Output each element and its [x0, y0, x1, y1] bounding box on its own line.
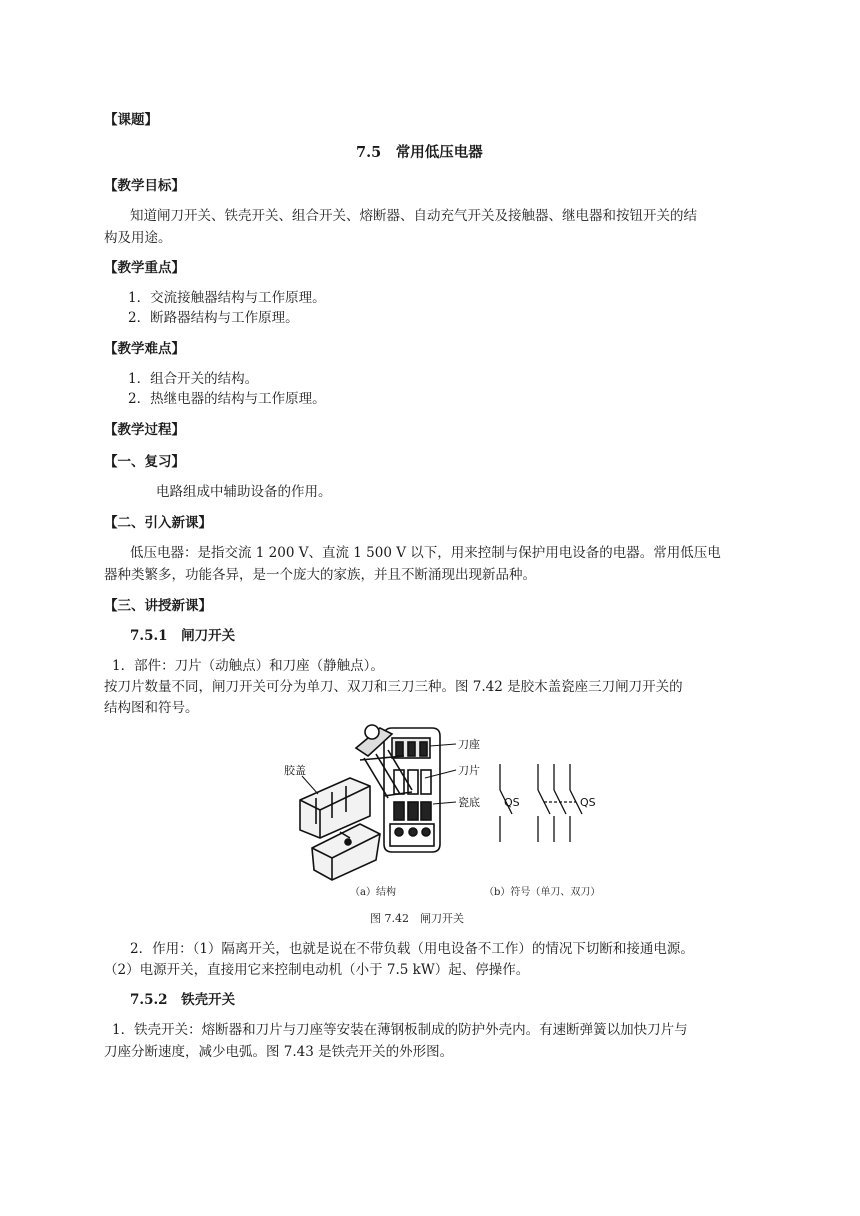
bakelite-cover-drawing [300, 778, 380, 880]
difficulties-heading: 【教学难点】 [104, 341, 185, 357]
difficulty-item: 2．热继电器的结构与工作原理。 [128, 391, 326, 407]
intro-text-line2: 器种类繁多，功能各异，是一个庞大的家族，并且不断涌现出现新品种。 [104, 567, 536, 583]
section-752-heading: 7.5.2 铁壳开关 [130, 992, 236, 1008]
section-752-line2: 刀座分断速度，减少电弧。图 7.43 是铁壳开关的外形图。 [104, 1044, 454, 1060]
section-751-desc-line2: 结构图和符号。 [104, 700, 199, 716]
intro-text-line1: 低压电器：是指交流 1 200 V、直流 1 500 V 以下，用来控制与保护用电设备的电器。常用低压电 [130, 545, 721, 561]
key-point-item: 1．交流接触器结构与工作原理。 [128, 290, 326, 306]
knife-switch-figure [0, 720, 860, 920]
section-751-desc-line1: 按刀片数量不同，闸刀开关可分为单刀、双刀和三刀三种。图 7.42 是胶木盖瓷座三刀闸刀开关的 [104, 679, 683, 695]
goals-text-line2: 构及用途。 [104, 230, 172, 246]
section-751-function-line2: （2）电源开关，直接用它来控制电动机（小于 7.5 kW）起、停操作。 [104, 962, 530, 978]
figure-subcaption-b: （b）符号（单刀、双刀） [484, 887, 601, 898]
lesson-title: 7.5 常用低压电器 [356, 144, 483, 161]
section-751-parts: 1．部件：刀片（动触点）和刀座（静触点）。 [112, 658, 384, 674]
goals-heading: 【教学目标】 [104, 178, 185, 194]
review-heading: 【一、复习】 [104, 454, 185, 470]
label-qs-left: QS [504, 796, 520, 809]
section-751-function-line1: 2．作用：（1）隔离开关，也就是说在不带负载（用电设备不工作）的情况下切断和接通电源。 [130, 941, 694, 957]
label-cover: 胶盖 [284, 764, 306, 777]
difficulty-item: 1．组合开关的结构。 [128, 371, 259, 387]
label-blade: 刀片 [458, 764, 480, 777]
new-lesson-heading: 【三、讲授新课】 [104, 598, 212, 614]
section-751-heading: 7.5.1 闸刀开关 [130, 628, 236, 644]
intro-heading: 【二、引入新课】 [104, 515, 212, 531]
label-qs-right: QS [580, 796, 596, 809]
review-text: 电路组成中辅助设备的作用。 [156, 484, 332, 500]
label-blade-seat: 刀座 [458, 738, 480, 751]
goals-text-line1: 知道闸刀开关、铁壳开关、组合开关、熔断器、自动充气开关及接触器、继电器和按钮开关的结 [130, 208, 697, 224]
key-points-heading: 【教学重点】 [104, 260, 185, 276]
key-point-item: 2．断路器结构与工作原理。 [128, 310, 299, 326]
figure-caption: 图 7.42 闸刀开关 [370, 912, 464, 925]
label-base: 瓷底 [458, 796, 480, 809]
lesson-title-tag: 【课题】 [104, 112, 158, 128]
process-heading: 【教学过程】 [104, 422, 185, 438]
section-752-line1: 1．铁壳开关：熔断器和刀片与刀座等安装在薄钢板制成的防护外壳内。有速断弹簧以加快刀片与 [112, 1022, 688, 1038]
figure-subcaption-a: （a）结构 [350, 887, 396, 898]
